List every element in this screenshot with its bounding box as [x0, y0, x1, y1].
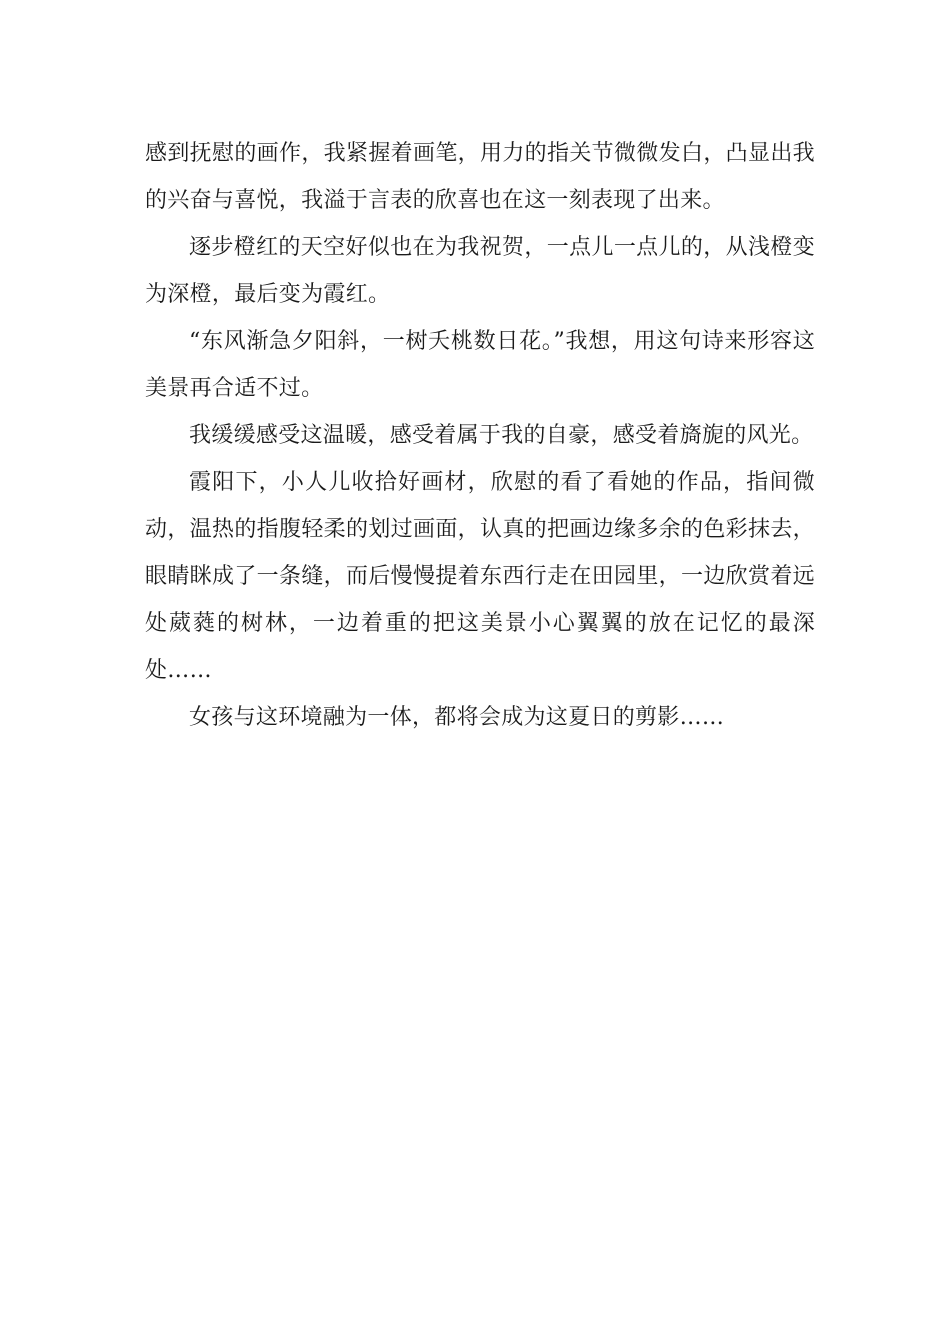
document-body — [145, 130, 815, 741]
paragraph-3: “东风渐急夕阳斜，一树夭桃数日花。”我想，用这句诗来形容这美景再合适不过。 — [145, 329, 815, 401]
paragraph-1: 感到抚慰的画作，我紧握着画笔，用力的指关节微微发白，凸显出我的兴奋与喜悦，我溢于言表的欣喜也在这一刻表现了出来。 — [145, 141, 815, 213]
paragraph-5: 霞阳下，小人儿收拾好画材，欣慰的看了看她的作品，指间微动，温热的指腹轻柔的划过画面，认真的把画边缘多余的色彩抹去，眼睛眯成了一条缝，而后慢慢提着东西行走在田园里，一边欣赏着远处葳蕤的树林，一边着重的把这美景小心翼翼的放在记忆的最深处…… — [145, 470, 815, 683]
paragraph-6: 女孩与这环境融为一体，都将会成为这夏日的剪影…… — [189, 705, 725, 730]
paragraph-2: 逐步橙红的天空好似也在为我祝贺，一点儿一点儿的，从浅橙变为深橙，最后变为霞红。 — [145, 235, 815, 307]
paragraph-4: 我缓缓感受这温暖，感受着属于我的自豪，感受着旖旎的风光。 — [189, 423, 814, 448]
